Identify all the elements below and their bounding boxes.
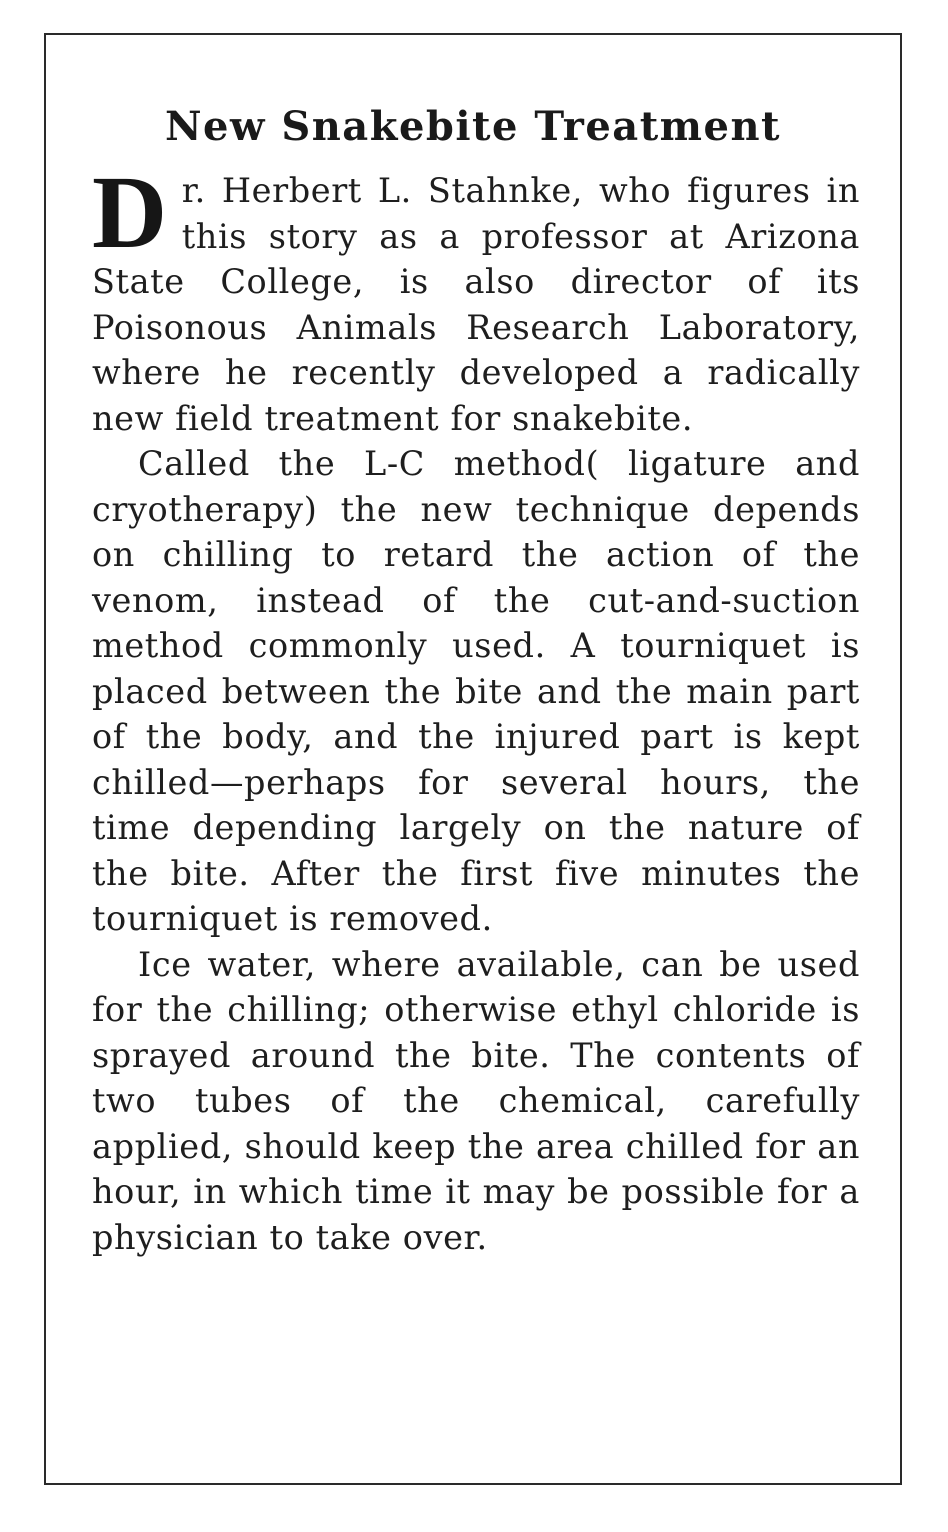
article-body <box>92 155 860 1260</box>
drop-cap: D <box>92 155 168 270</box>
paragraph-1 <box>92 155 860 441</box>
paragraph-1-text: r. Herbert L. Stahnke, who figures in this story as a professor at Arizona State College, is also director of its Poisonous Animals Research Laboratory, where he recently developed a radically new field treatment for snakebite. <box>92 171 860 438</box>
paragraph-3: Ice water, where available, can be used for the chilling; otherwise ethyl chloride is sprayed around the bite. The contents of two tubes of the chemical, carefully applied, should keep the area chilled for an hour, in which time it may be possible for a physician to take over. <box>92 944 860 1257</box>
paragraph-2: Called the L-C method( ligature and cryotherapy) the new technique depends on chilling to retard the action of the venom, instead of the cut-and-suction method commonly used. A tourniquet is placed between the bite and the main part of the body, and the injured part is kept chilled—perhaps for several hours, the time depending largely on the nature of the bite. After the first five minutes the tourniquet is removed. <box>92 444 860 938</box>
article-title: New Snakebite Treatment <box>164 103 782 150</box>
